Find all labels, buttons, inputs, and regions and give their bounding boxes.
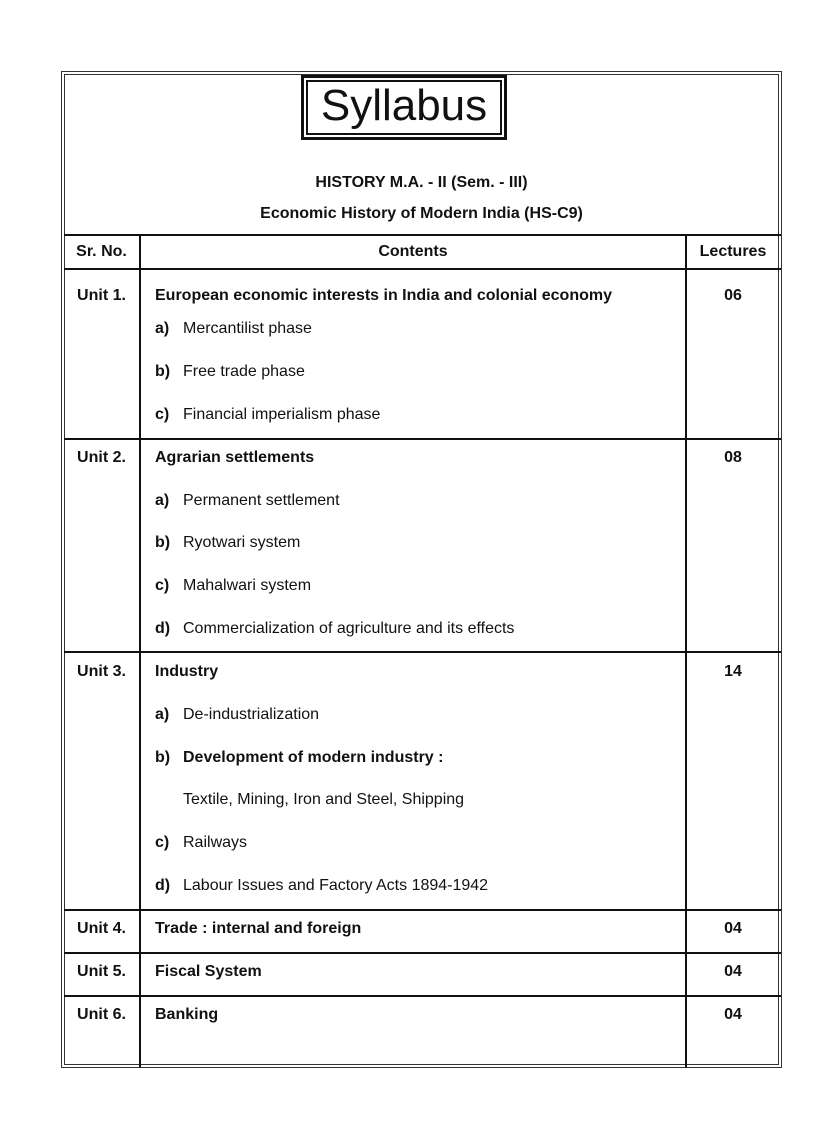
unit-title: Industry: [155, 663, 219, 680]
row-divider: [64, 651, 781, 653]
syllabus-title-box-inner: [306, 80, 502, 135]
item-text: Free trade phase: [183, 363, 305, 380]
item-text: Labour Issues and Factory Acts 1894-1942: [183, 877, 489, 894]
unit-number: Unit 5.: [77, 963, 126, 980]
column-divider: [685, 234, 687, 1067]
item-letter: b): [155, 363, 171, 380]
unit-title: Fiscal System: [155, 963, 262, 980]
unit-lectures: 14: [724, 663, 742, 680]
item-text: Textile, Mining, Iron and Steel, Shipping: [183, 791, 465, 808]
item-letter: a): [155, 320, 170, 337]
item-letter: c): [155, 577, 170, 594]
list-item: [155, 491, 340, 511]
column-divider: [139, 234, 141, 1067]
row-divider: [64, 438, 781, 440]
row-divider: [64, 952, 781, 954]
item-letter: c): [155, 834, 170, 851]
unit-number: Unit 3.: [77, 663, 126, 680]
unit-title: European economic interests in India and colonial economy: [155, 287, 612, 304]
list-item: [155, 319, 312, 339]
item-text: Ryotwari system: [183, 534, 301, 551]
unit-lectures: 08: [724, 449, 742, 466]
item-text: Financial imperialism phase: [183, 406, 381, 423]
list-item: [155, 533, 300, 553]
item-text: Mahalwari system: [183, 577, 312, 594]
item-text: De-industrialization: [183, 706, 320, 723]
unit-lectures: 04: [724, 1006, 742, 1023]
page-title: Syllabus: [320, 80, 488, 130]
unit-number: Unit 2.: [77, 449, 126, 466]
list-item: [155, 576, 311, 596]
unit-lectures: 04: [724, 963, 742, 980]
unit-number: Unit 6.: [77, 1006, 126, 1023]
list-item: [155, 362, 305, 382]
unit-number: Unit 4.: [77, 920, 126, 937]
item-letter: c): [155, 406, 170, 423]
list-item: [155, 405, 380, 425]
row-divider: [64, 909, 781, 911]
header-sr-no: Sr. No.: [76, 243, 127, 260]
list-item: [155, 748, 443, 768]
item-text: Permanent settlement: [183, 492, 340, 509]
list-item: [155, 619, 514, 639]
row-divider: [64, 995, 781, 997]
header-contents: Contents: [378, 243, 448, 260]
item-letter: a): [155, 492, 170, 509]
unit-title: Trade : internal and foreign: [155, 920, 362, 937]
unit-lectures: 06: [724, 287, 742, 304]
unit-number: Unit 1.: [77, 287, 126, 304]
header-lectures: Lectures: [699, 243, 767, 260]
unit-title: Agrarian settlements: [155, 449, 315, 466]
unit-lectures: 04: [724, 920, 742, 937]
list-item: [155, 705, 319, 725]
list-item: [155, 790, 464, 810]
item-text: Mercantilist phase: [183, 320, 312, 337]
course-heading: HISTORY M.A. - II (Sem. - III): [315, 174, 528, 191]
item-letter: b): [155, 534, 171, 551]
header-bottom-border: [64, 268, 781, 270]
item-text: Development of modern industry :: [183, 749, 444, 766]
table-top-border: [64, 234, 781, 236]
item-text: Railways: [183, 834, 248, 851]
item-letter: d): [155, 877, 171, 894]
list-item: [155, 833, 247, 853]
list-item: [155, 876, 488, 896]
item-letter: d): [155, 620, 171, 637]
unit-title: Banking: [155, 1006, 219, 1023]
item-text: Commercialization of agriculture and its effects: [183, 620, 515, 637]
item-letter: a): [155, 706, 170, 723]
item-letter: b): [155, 749, 171, 766]
course-subheading: Economic History of Modern India (HS-C9): [260, 205, 583, 222]
